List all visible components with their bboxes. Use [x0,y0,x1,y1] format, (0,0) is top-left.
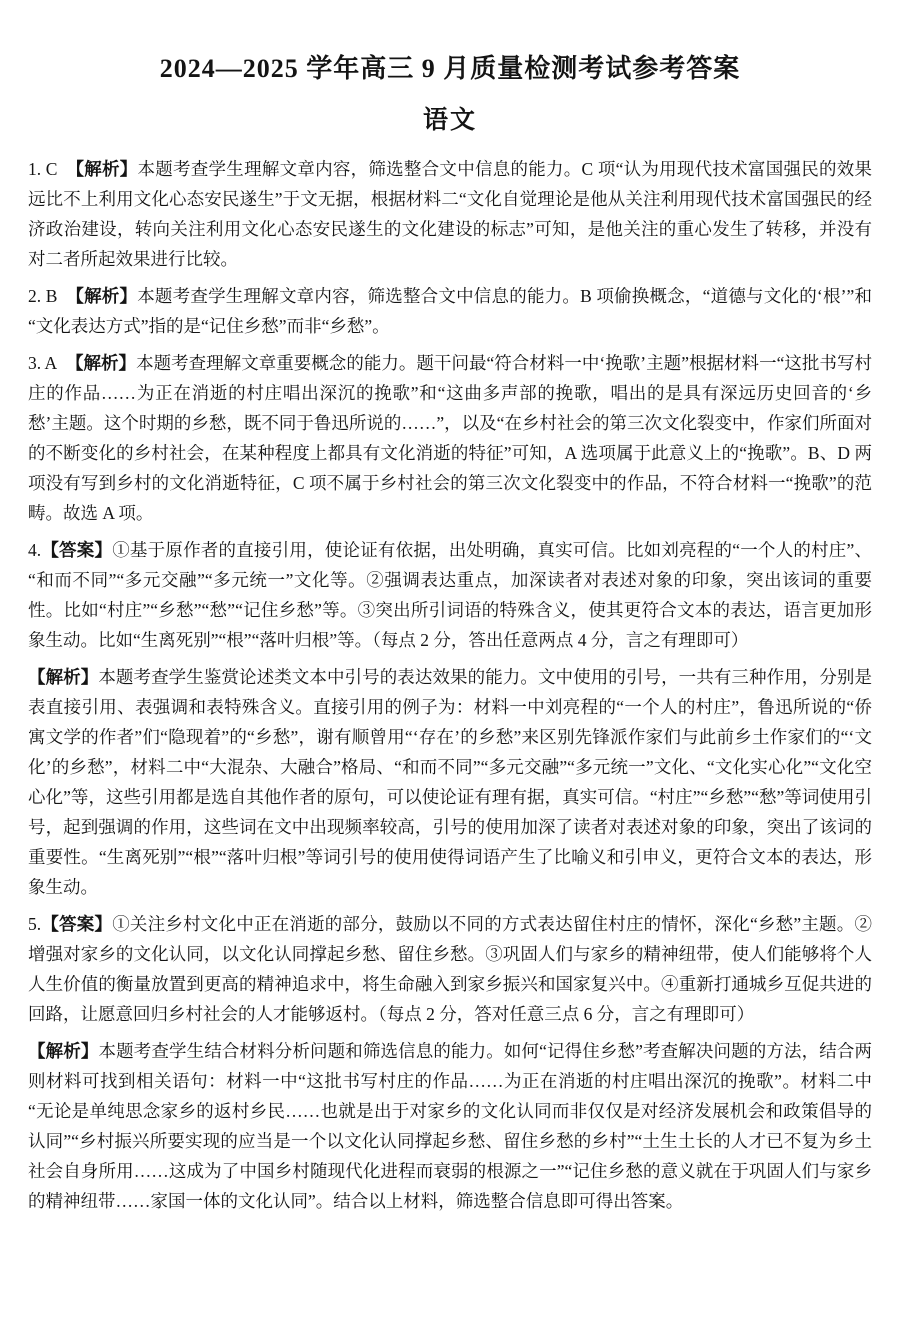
answer-text: ①关注乡村文化中正在消逝的部分，鼓励以不同的方式表达留住村庄的情怀，深化“乡愁”主题。②增强对家乡的文化认同，以文化认同撑起乡愁、留住乡愁。③巩固人们与家乡的精神纽带，使人们能够将个人人生价值的衡量放置到更高的精神追求中，将生命融入到家乡振兴和国家复兴中。④重新打通城乡互促共进的回路，让愿意回归乡村社会的人才能够返村。（每点 2 分，答对任意三点 6 分，言之有理即可） [28,914,872,1024]
answer-text: ①基于原作者的直接引用，使论证有依据，出处明确，真实可信。比如刘亮程的“一个人的村庄”、“和而不同”“多元交融”“多元统一”文化等。②强调表达重点，加深读者对表述对象的印象，突出该词的重要性。比如“村庄”“乡愁”“愁”“记住乡愁”等。③突出所引词语的特殊含义，使其更符合文本的表达，语言更加形象生动。比如“生离死别”“根”“落叶归根”等。（每点 2 分，答出任意两点 4 分，言之有理即可） [28,540,872,650]
answer-text: 本题考查学生结合材料分析问题和筛选信息的能力。如何“记得住乡愁”考查解决问题的方法，结合两则材料可找到相关语句：材料一中“这批书写村庄的作品……为正在消逝的村庄唱出深沉的挽歌”。材料二中“无论是单纯思念家乡的返村乡民……也就是出于对家乡的文化认同而非仅仅是对经济发展机会和政策倡导的认同”“乡村振兴所要实现的应当是一个以文化认同撑起乡愁、留住乡愁的乡村”“土生土长的人才已不复为乡土社会自身所用……这成为了中国乡村随现代化进程而衰弱的根源之一”“记住乡愁的意义就在于巩固人们与家乡的精神纽带……家国一体的文化认同”。结合以上材料，筛选整合信息即可得出答案。 [28,1041,872,1211]
marker-label: 【解析】 [66,159,138,179]
page-title: 2024—2025 学年高三 9 月质量检测考试参考答案 [159,54,741,83]
answer-paragraph-1 [28,154,872,274]
marker-label: 【解析】 [65,353,137,373]
answer-number: 3. A [28,353,66,373]
marker-label: 【答案】 [41,914,113,934]
answer-text: 本题考查理解文章重要概念的能力。题干问最“符合材料一中‘挽歌’主题”根据材料一“这批书写村庄的作品……为正在消逝的村庄唱出深沉的挽歌”和“这曲多声部的挽歌，唱出的是具有深远历史回音的‘乡愁’主题。这个时期的乡愁，既不同于鲁迅所说的……”，以及“在乡村社会的第三次文化裂变中，作家们所面对的不断变化的乡村社会，在某种程度上都具有文化消逝的特征”可知，A 选项属于此意义上的“挽歌”。B、D 两项没有写到乡村的文化消逝特征，C 项不属于乡村社会的第三次文化裂变中的作品，不符合材料一“挽歌”的范畴。故选 A 项。 [28,353,872,523]
answer-number: 2. B [28,286,67,306]
answer-paragraph-3 [28,348,872,528]
answer-paragraph-4-analysis [28,662,872,902]
marker-label: 【答案】 [41,540,113,560]
answer-text: 本题考查学生理解文章内容，筛选整合文中信息的能力。C 项“认为用现代技术富国强民的效果远比不上利用文化心态安民遂生”于文无据，根据材料二“文化自觉理论是他从关注利用现代技术富国强民的经济政治建设，转向关注利用文化心态安民遂生的文化建设的标志”可知，是他关注的重心发生了转移，并没有对二者所起效果进行比较。 [28,159,872,269]
answer-number: 4. [28,540,42,560]
answers-section [0,154,900,1216]
marker-label: 【解析】 [28,1041,99,1061]
marker-label: 【解析】 [28,667,99,687]
answer-number: 5. [28,914,42,934]
answer-paragraph-2 [28,281,872,341]
marker-label: 【解析】 [66,286,138,306]
answer-text: 本题考查学生鉴赏论述类文本中引号的表达效果的能力。文中使用的引号，一共有三种作用，分别是表直接引用、表强调和表特殊含义。直接引用的例子为：材料一中刘亮程的“一个人的村庄”，鲁迅所说的“侨寓文学的作者”们“隐现着”的“乡愁”，谢有顺曾用“‘存在’的乡愁”来区别先锋派作家们与此前乡土作家们的“‘文化’的乡愁”，材料二中“大混杂、大融合”格局、“和而不同”“多元交融”“多元统一”文化、“文化实心化”“文化空心化”等，这些引用都是选自其他作者的原句，可以使论证有理有据，真实可信。“村庄”“乡愁”“愁”等词使用引号，起到强调的作用，这些词在文中出现频率较高，引号的使用加深了读者对表述对象的印象，突出了该词的重要性。“生离死别”“根”“落叶归根”等词引号的使用使得词语产生了比喻义和引申义，更符合文本的表达，形象生动。 [28,667,872,897]
page-subtitle: 语文 [422,107,477,134]
answer-paragraph-5-analysis [28,1036,872,1216]
answer-paragraph-4 [28,535,872,655]
answer-text: 本题考查学生理解文章内容，筛选整合文中信息的能力。B 项偷换概念，“道德与文化的‘根’”和“文化表达方式”指的是“记住乡愁”而非“乡愁”。 [28,286,872,336]
answer-number: 1. C [28,159,67,179]
answer-paragraph-5 [28,909,872,1029]
document-page [0,52,900,1338]
